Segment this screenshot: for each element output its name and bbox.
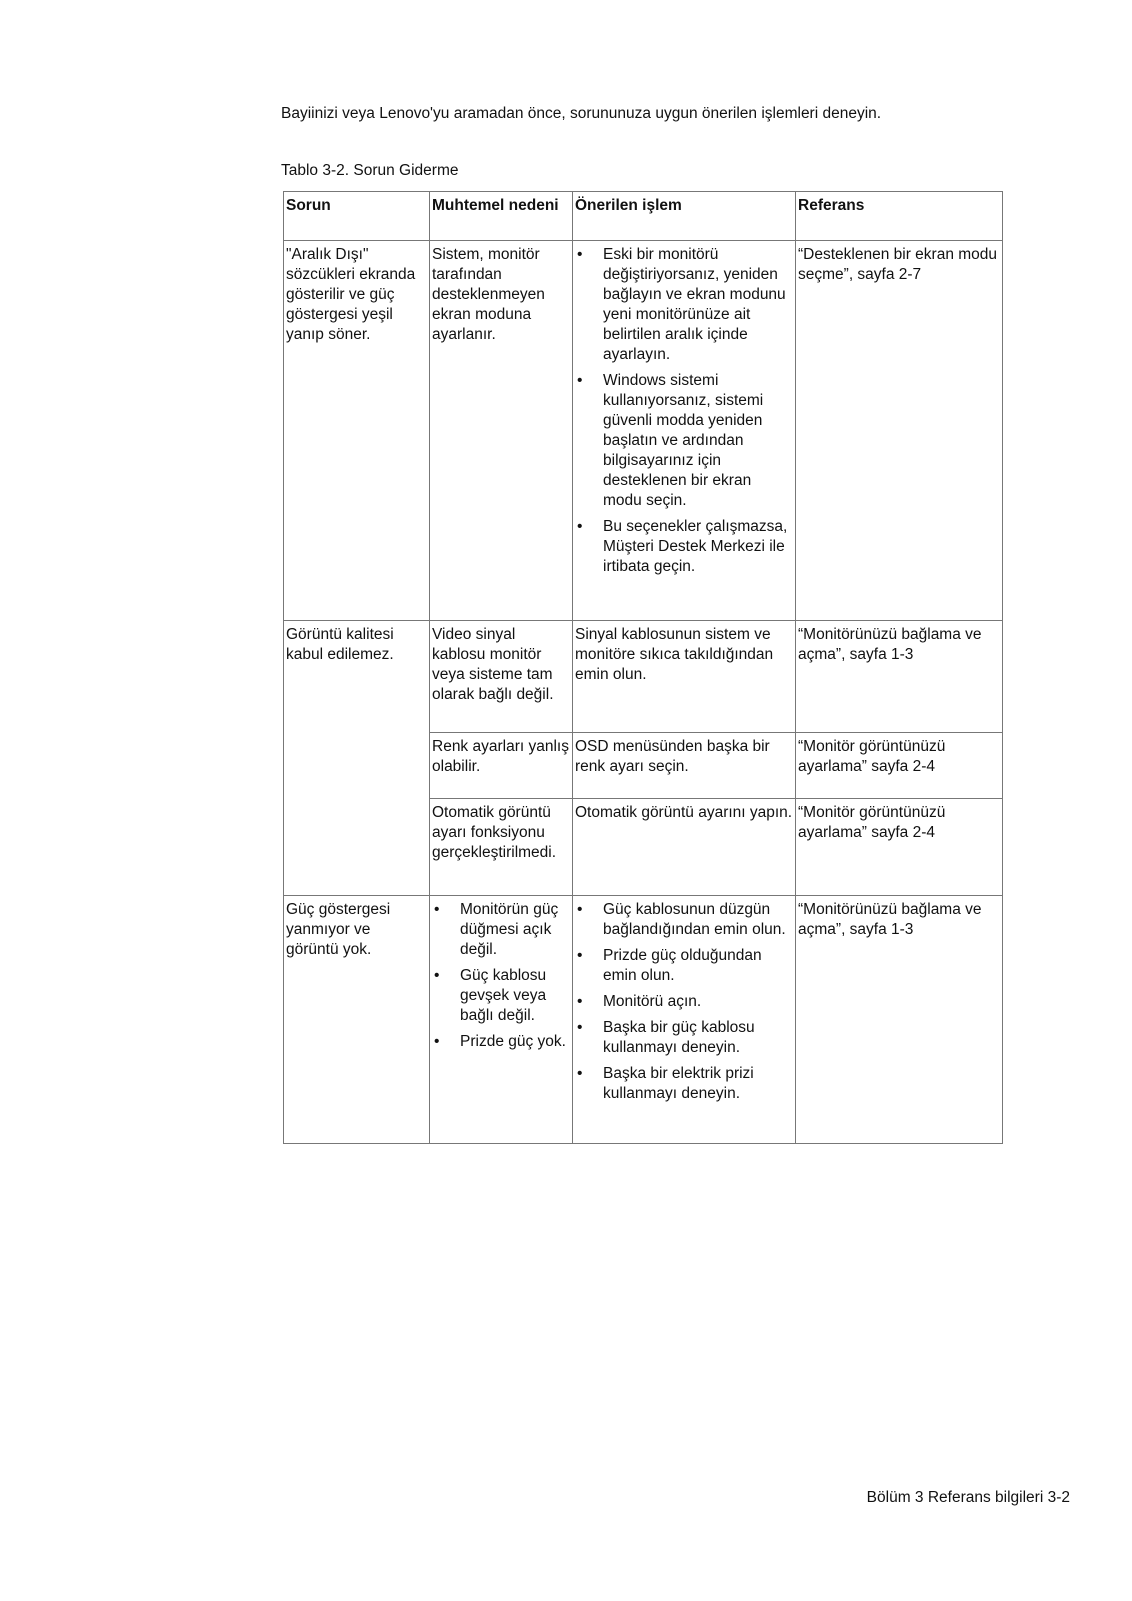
table-row xyxy=(284,896,1003,1144)
intro-paragraph: Bayiinizi veya Lenovo'yu aramadan önce, sorununuza uygun önerilen işlemleri deneyin. xyxy=(281,105,882,122)
page-footer: Bölüm 3 Referans bilgileri 3-2 xyxy=(866,1489,1070,1506)
header-action: Önerilen işlem xyxy=(573,192,796,241)
problem-cell: Görüntü kalitesi kabul edilemez. xyxy=(284,621,430,896)
cause-cell: Otomatik görüntü ayarı fonksiyonu gerçekleştirilmedi. xyxy=(430,799,573,896)
header-problem: Sorun xyxy=(284,192,430,241)
problem-cell: "Aralık Dışı" sözcükleri ekranda gösterilir ve güç göstergesi yeşil yanıp söner. xyxy=(284,241,430,621)
reference-cell: “Monitörünüzü bağlama ve açma”, sayfa 1-3 xyxy=(796,896,1003,1144)
action-list xyxy=(575,900,793,1104)
bullet-icon: • xyxy=(577,372,583,389)
list-item: • Monitörü açın. xyxy=(577,993,702,1010)
list-item: • Windows sistemi kullanıyorsanız, sistemi güvenli modda yeniden başlatın ve ardından bilgisayarınız için desteklenen bir ekran modu seçin. xyxy=(577,372,764,509)
list-item: • Başka bir elektrik prizi kullanmayı deneyin. xyxy=(577,1065,754,1102)
bullet-icon: • xyxy=(577,246,583,263)
reference-cell: “Desteklenen bir ekran modu seçme”, sayfa 2-7 xyxy=(796,241,1003,621)
bullet-icon: • xyxy=(577,518,583,535)
cause-cell: Sistem, monitör tarafından desteklenmeyen ekran moduna ayarlanır. xyxy=(430,241,573,621)
action-cell: OSD menüsünden başka bir renk ayarı seçin. xyxy=(573,733,796,799)
reference-cell: “Monitör görüntünüzü ayarlama” sayfa 2-4 xyxy=(796,733,1003,799)
bullet-icon: • xyxy=(577,1065,583,1082)
action-list xyxy=(575,245,793,577)
bullet-icon: • xyxy=(434,1033,440,1050)
bullet-icon: • xyxy=(434,901,440,918)
table-header-row xyxy=(284,192,1003,241)
cause-cell: Renk ayarları yanlış olabilir. xyxy=(430,733,573,799)
cause-cell: Video sinyal kablosu monitör veya sisteme tam olarak bağlı değil. xyxy=(430,621,573,733)
bullet-icon: • xyxy=(577,947,583,964)
table-row xyxy=(284,621,1003,733)
problem-cell: Güç göstergesi yanmıyor ve görüntü yok. xyxy=(284,896,430,1144)
header-reference: Referans xyxy=(796,192,1003,241)
bullet-icon: • xyxy=(434,967,440,984)
bullet-icon: • xyxy=(577,993,583,1010)
action-cell xyxy=(573,896,796,1144)
action-cell xyxy=(573,241,796,621)
list-item: • Bu seçenekler çalışmazsa, Müşteri Destek Merkezi ile irtibata geçin. xyxy=(577,518,788,575)
table-caption: Tablo 3-2. Sorun Giderme xyxy=(281,162,459,179)
table-row xyxy=(284,241,1003,621)
list-item: • Güç kablosu gevşek veya bağlı değil. xyxy=(434,967,547,1024)
list-item: • Prizde güç yok. xyxy=(434,1033,566,1050)
list-item: • Başka bir güç kablosu kullanmayı deneyin. xyxy=(577,1019,755,1056)
list-item: • Prizde güç olduğundan emin olun. xyxy=(577,947,762,984)
list-item: • Güç kablosunun düzgün bağlandığından emin olun. xyxy=(577,901,786,938)
bullet-icon: • xyxy=(577,901,583,918)
cause-cell xyxy=(430,896,573,1144)
list-item: • Monitörün güç düğmesi açık değil. xyxy=(434,901,559,958)
action-cell: Otomatik görüntü ayarını yapın. xyxy=(573,799,796,896)
reference-cell: “Monitör görüntünüzü ayarlama” sayfa 2-4 xyxy=(796,799,1003,896)
header-cause: Muhtemel nedeni xyxy=(430,192,573,241)
list-item: • Eski bir monitörü değiştiriyorsanız, yeniden bağlayın ve ekran modunu yeni monitörünüze ait belirtilen aralık içinde ayarlayın. xyxy=(577,246,786,363)
cause-list xyxy=(432,900,570,1052)
action-cell: Sinyal kablosunun sistem ve monitöre sıkıca takıldığından emin olun. xyxy=(573,621,796,733)
reference-cell: “Monitörünüzü bağlama ve açma”, sayfa 1-3 xyxy=(796,621,1003,733)
troubleshooting-table xyxy=(283,191,1003,1144)
bullet-icon: • xyxy=(577,1019,583,1036)
